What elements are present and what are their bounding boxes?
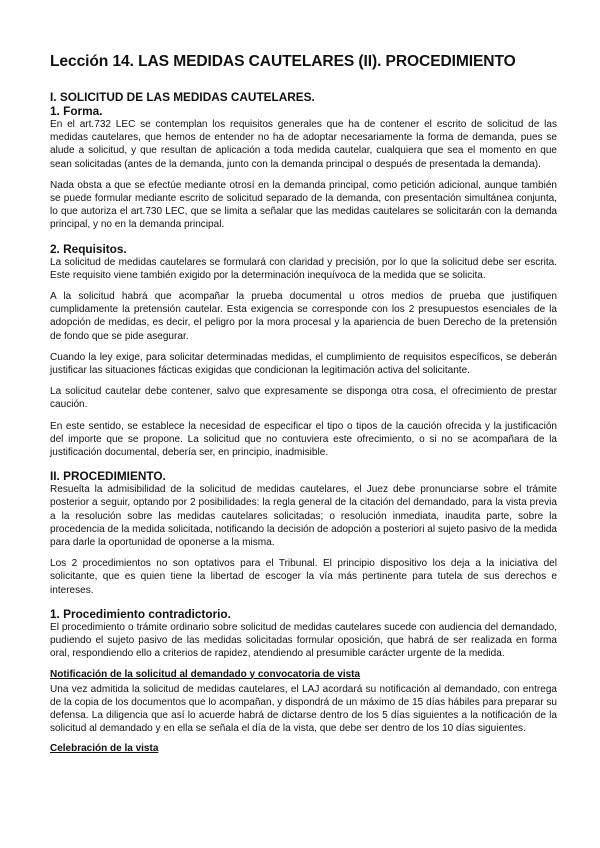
subsection-contradictorio-heading: 1. Procedimiento contradictorio.: [50, 606, 231, 621]
requisitos-paragraph-2: A la solicitud habrá que acompañar la prueba documental u otros medios de prueba que justifiquen cumplidamente la pretensión cautelar. Esta exigencia se corresponde con los 2 presupuestos esenciales de la adopción de medidas, es decir, el peligro por la mora procesal y la apariencia de buen Derecho de la pretensión de fondo que se pide asegurar.: [50, 291, 557, 342]
procedimiento-paragraph-1: Resuelta la admisibilidad de la solicitud de medidas cautelares, el Juez debe pronunciarse sobre el trámite posterior a seguir, optando por 2 posibilidades: la regla general de la citación del demandado, para la vista previa a la resolución sobre las medidas cautelares solicitadas; o resolución inmediata, inaudita parte, sobre la procedencia de la medida solicitada, notificando la decisión de adopción a posteriori al sujeto pasivo de la medida para darle la oportunidad de oponerse a la misma.: [50, 484, 557, 549]
forma-paragraph-1: En el art.732 LEC se contemplan los requisitos generales que ha de contener el escrito de solicitud de las medidas cautelares, que hemos de entender no ha de adoptar necesariamente la forma de demanda, pues se alude a solicitud, y que resultan de aplicación a toda medida cautelar, cualquiera que sea el momento en que sean solicitadas (antes de la demanda, junto con la demanda principal o después de presentada la demanda).: [50, 119, 557, 170]
section-procedimiento-heading: II. PROCEDIMIENTO.: [50, 469, 166, 484]
requisitos-paragraph-5: En este sentido, se establece la necesidad de especificar el tipo o tipos de la caución ofrecida y la justificación del importe que se propone. La solicitud que no contuviera este ofrecimiento, o si no se acompañara de la justificación documental, debería ser, en principio, inadmisible.: [50, 420, 557, 459]
procedimiento-paragraph-2: Los 2 procedimientos no son optativos para el Tribunal. El principio dispositivo los deja a la iniciativa del solicitante, que es quien tiene la libertad de escoger la vía más pertinente para tutela de sus derechos e intereses.: [50, 558, 557, 596]
notificacion-paragraph-1: Una vez admitida la solicitud de medidas cautelares, el LAJ acordará su notificación al demandado, con entrega de la copia de los documentos que lo acompañan, y dispondrá de un máximo de 15 días hábiles para preparar su defensa. La diligencia que así lo acuerde habrá de dictarse dentro de los 5 días siguientes a la notificación de la solicitud al demandado y en ella se señala el día de la vista, que debe ser dentro de los 10 días siguientes.: [50, 683, 557, 735]
celebracion-heading: Celebración de la vista: [50, 743, 159, 755]
requisitos-paragraph-3: Cuando la ley exige, para solicitar determinadas medidas, el cumplimiento de requisitos específicos, se deberán justificar las situaciones fácticas exigidas que condicionan la legitimación activa del solicitante.: [50, 351, 557, 377]
contradictorio-paragraph-1: El procedimiento o trámite ordinario sobre solicitud de medidas cautelares sucede con audiencia del demandado, pudiendo el sujeto pasivo de las medidas solicitadas formular oposición, que habrá de ser realizada en forma oral, respondiendo ello a criterios de rapidez, atendiendo al presumible carácter urgente de la medida.: [50, 621, 557, 660]
requisitos-paragraph-1: La solicitud de medidas cautelares se formulará con claridad y precisión, por lo que la solicitud debe ser escrita. Este requisito viene también exigido por la determinación inequívoca de la medida que se solicita.: [50, 256, 557, 281]
document-page: [50, 52, 557, 757]
requisitos-paragraph-4: La solicitud cautelar debe contener, salvo que expresamente se disponga otra cosa, el ofrecimiento de prestar caución.: [50, 386, 557, 411]
notificacion-heading: Notificación de la solicitud al demandado y convocatoria de vista: [50, 668, 361, 680]
subsection-requisitos-heading: 2. Requisitos.: [50, 241, 127, 256]
lesson-title: Lección 14. LAS MEDIDAS CAUTELARES (II). PROCEDIMIENTO: [50, 53, 516, 70]
subsection-forma-heading: 1. Forma.: [50, 104, 103, 118]
section-solicitud-heading: I. SOLICITUD DE LAS MEDIDAS CAUTELARES.: [50, 90, 315, 104]
forma-paragraph-2: Nada obsta a que se efectúe mediante otrosí en la demanda principal, como petición adicional, aunque también se puede formular mediante escrito de solicitud separado de la demanda, con presentación simultánea conjunta, lo que autoriza el art.730 LEC, que se limita a señalar que las medidas cautelares se solicitarán con la demanda principal, y no en la demanda principal.: [50, 179, 557, 231]
